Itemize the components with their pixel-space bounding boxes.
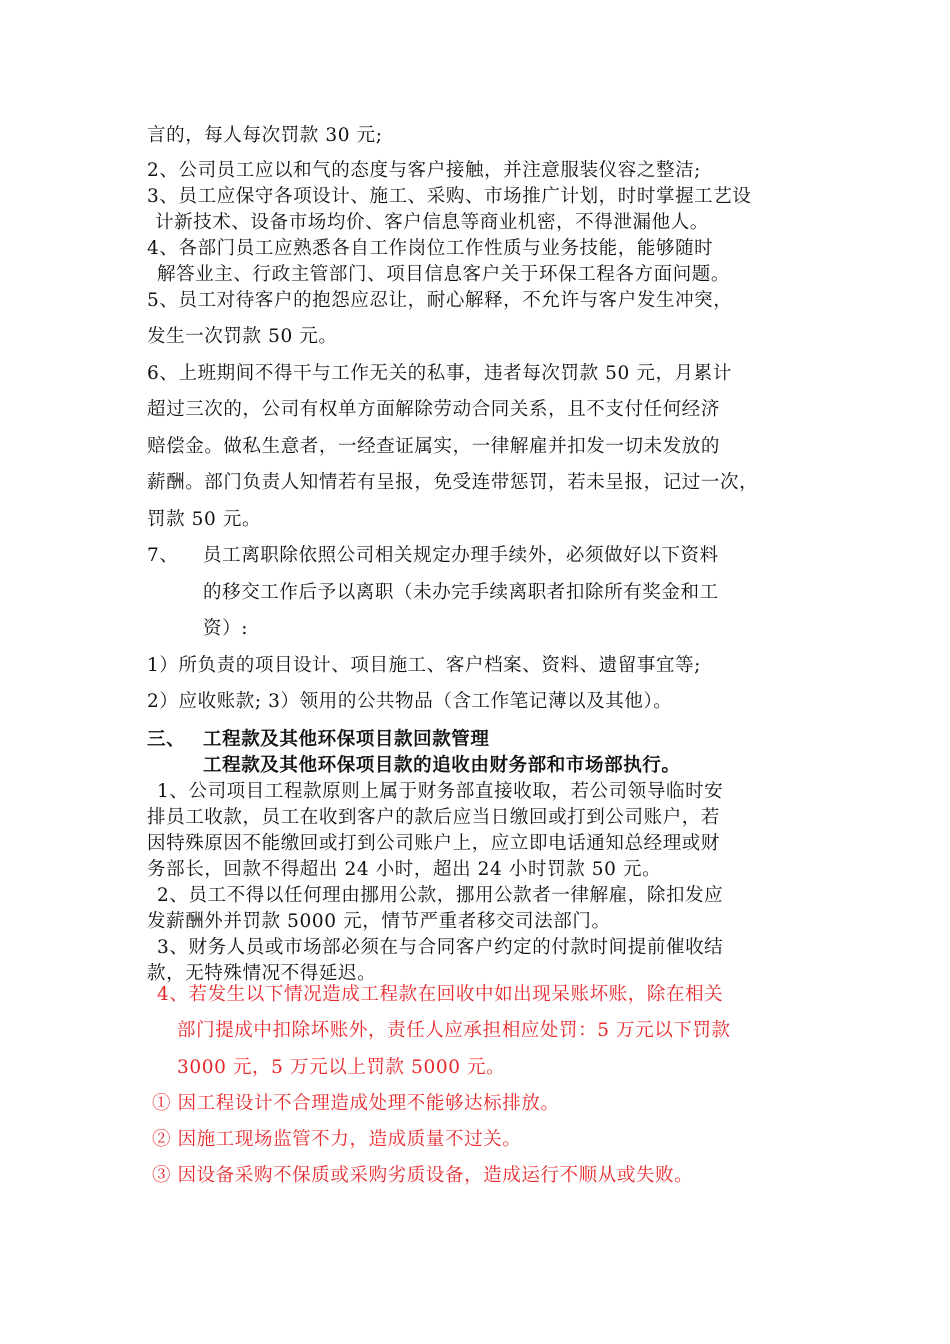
text-line: 罚款 50 元。 (147, 509, 262, 530)
text-line: 4、各部门员工应熟悉各自工作岗位工作性质与业务技能，能够随时 (147, 238, 714, 259)
text-line: 超过三次的，公司有权单方面解除劳动合同关系，且不支付任何经济 (147, 399, 721, 420)
text-line: 2、员工不得以任何理由挪用公款，挪用公款者一律解雇，除扣发应 (157, 885, 724, 906)
text-line: 5、员工对待客户的抱怨应忍让，耐心解释，不允许与客户发生冲突， (147, 290, 733, 311)
text-line: 排员工收款，员工在收到客户的款后应当日缴回或打到公司账户，若 (147, 807, 721, 828)
text-line: 资）: (203, 618, 249, 639)
highlighted-text-line: 3000 元，5 万元以上罚款 5000 元。 (177, 1057, 506, 1078)
text-line: 3、员工应保守各项设计、施工、采购、市场推广计划，时时掌握工艺设 (147, 186, 752, 207)
text-line: 2、公司员工应以和气的态度与客户接触，并注意服装仪容之整洁; (147, 160, 702, 181)
highlighted-list-item: ③ 因设备采购不保质或采购劣质设备，造成运行不顺从或失败。 (152, 1165, 694, 1186)
text-line: 1）所负责的项目设计、项目施工、客户档案、资料、遗留事宜等; (147, 655, 702, 676)
text-line: 计新技术、设备市场均价、客户信息等商业机密，不得泄漏他人。 (155, 212, 709, 233)
text-line: 3、财务人员或市场部必须在与合同客户约定的付款时间提前催收结 (157, 937, 724, 958)
text-line: 员工离职除依照公司相关规定办理手续外，必须做好以下资料 (203, 545, 719, 566)
text-line: 赔偿金。做私生意者，一经查证属实，一律解雇并扣发一切未发放的 (147, 436, 721, 457)
section-number: 三、 (147, 729, 186, 750)
list-number: 7、 (147, 545, 179, 566)
section-heading: 工程款及其他环保项目款回款管理 (203, 729, 490, 750)
highlighted-list-item: ① 因工程设计不合理造成处理不能够达标排放。 (152, 1093, 560, 1114)
text-line: 发生一次罚款 50 元。 (147, 326, 338, 347)
text-line: 务部长，回款不得超出 24 小时，超出 24 小时罚款 50 元。 (147, 859, 662, 880)
section-subheading: 工程款及其他环保项目款的追收由财务部和市场部执行。 (203, 755, 681, 776)
text-line: 发薪酬外并罚款 5000 元，情节严重者移交司法部门。 (147, 911, 611, 932)
text-line: 款，无特殊情况不得延迟。 (147, 963, 377, 984)
text-line: 1、公司项目工程款原则上属于财务部直接收取，若公司领导临时安 (157, 781, 724, 802)
highlighted-text-line: 部门提成中扣除坏账外，责任人应承担相应处罚：5 万元以下罚款 (177, 1020, 731, 1041)
text-line: 6、上班期间不得干与工作无关的私事，违者每次罚款 50 元，月累计 (147, 363, 732, 384)
text-line: 解答业主、行政主管部门、项目信息客户关于环保工程各方面问题。 (157, 264, 731, 285)
text-line: 2）应收账款; 3）领用的公共物品（含工作笔记薄以及其他）。 (147, 691, 673, 712)
highlighted-text-line: 4、若发生以下情况造成工程款在回收中如出现呆账坏账，除在相关 (157, 984, 724, 1005)
text-line: 薪酬。部门负责人知情若有呈报，免受连带惩罚，若未呈报，记过一次， (147, 472, 759, 493)
text-line: 因特殊原因不能缴回或打到公司账户上，应立即电话通知总经理或财 (147, 833, 721, 854)
text-line: 言的，每人每次罚款 30 元; (147, 125, 383, 146)
text-line: 的移交工作后予以离职（未办完手续离职者扣除所有奖金和工 (203, 582, 719, 603)
highlighted-list-item: ② 因施工现场监管不力，造成质量不过关。 (152, 1129, 522, 1150)
